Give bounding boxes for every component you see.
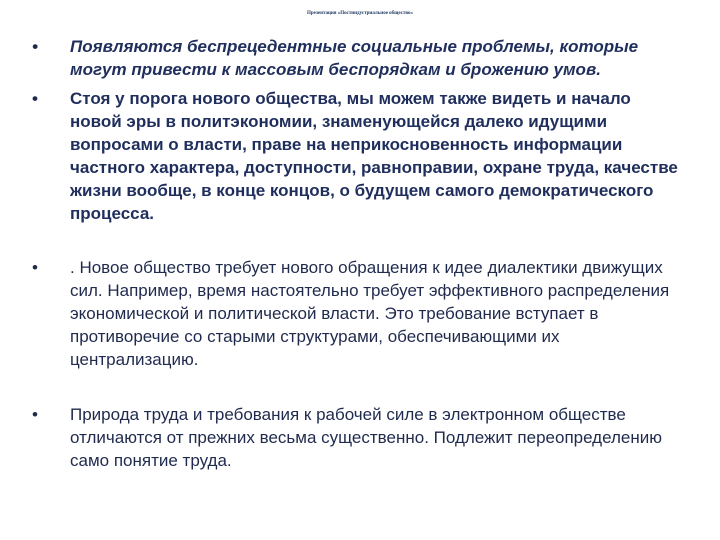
bullet-marker-icon: •: [32, 37, 38, 56]
bullet-text: Появляются беспрецедентные социальные проблемы, которые могут привести к массовым беспорядкам и брожению умов.: [70, 37, 639, 79]
bullet-item: [32, 35, 682, 81]
bullet-marker-icon: •: [32, 89, 38, 108]
bullet-text: Стоя у порога нового общества, мы можем также видеть и начало новой эры в политэкономии, знаменующейся далеко идущими вопросами о власти, праве на неприкосновенность информации частного характера, доступности, равноправии, охране труда, качестве жизни вообще, в конце концов, о будущем самого демократического процесса.: [70, 89, 678, 223]
bullet-item: [32, 403, 682, 472]
slide-title: Презентация «Постиндустриальное общество»: [306, 11, 414, 16]
bullet-text: . Новое общество требует нового обращения к идее диалектики движущих сил. Например, время настоятельно требует эффективного распределения экономической и политической власти. Это требование вступает в противоречие со старыми структурами, обеспечивающими их централизацию.: [70, 258, 670, 369]
bullet-marker-icon: •: [32, 405, 38, 424]
bullet-marker-icon: •: [32, 258, 38, 277]
bullet-item: [32, 87, 682, 225]
bullet-text: Природа труда и требования к рабочей силе в электронном обществе отличаются от прежних весьма существенно. Подлежит переопределению само понятие труда.: [70, 405, 663, 470]
bullet-list: [32, 35, 682, 472]
bullet-item: [32, 256, 682, 371]
